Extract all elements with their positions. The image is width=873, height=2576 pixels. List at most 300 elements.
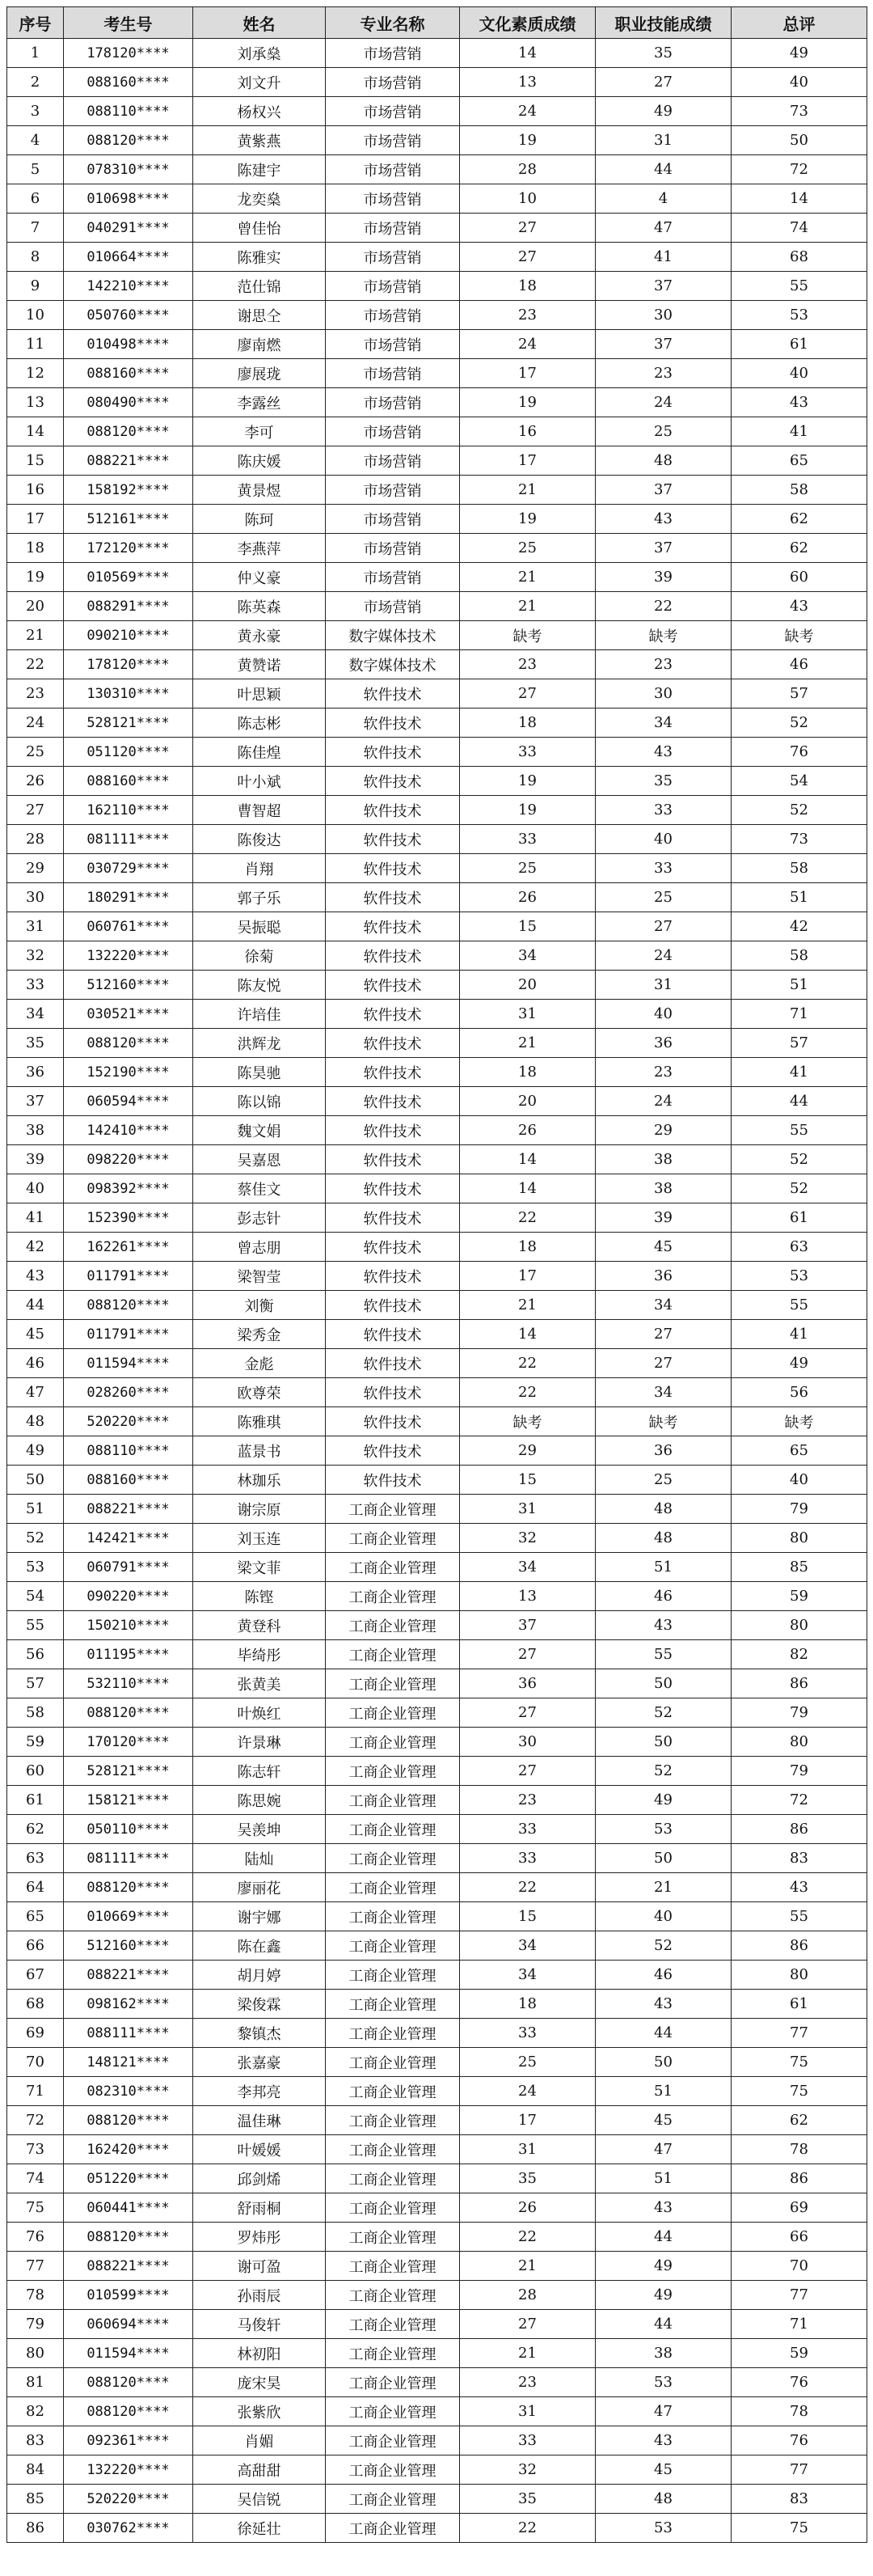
cell-exam-id: 088120**** [64, 126, 193, 155]
cell-skill-score: 49 [596, 1786, 732, 1815]
cell-skill-score: 43 [596, 2193, 732, 2223]
cell-total: 77 [732, 2455, 867, 2485]
cell-culture-score: 25 [460, 534, 596, 563]
cell-exam-id: 060441**** [64, 2193, 193, 2223]
cell-exam-id: 158121**** [64, 1786, 193, 1815]
cell-total: 77 [732, 2019, 867, 2048]
cell-total: 40 [732, 1466, 867, 1495]
cell-major: 工商企业管理 [326, 2164, 460, 2193]
cell-skill-score: 34 [596, 1291, 732, 1320]
cell-seq: 44 [7, 1291, 64, 1320]
cell-skill-score: 52 [596, 1698, 732, 1728]
header-row [7, 7, 867, 39]
table-row [7, 446, 867, 476]
cell-name: 李邦亮 [193, 2077, 326, 2106]
table-row [7, 854, 867, 883]
cell-seq: 19 [7, 563, 64, 592]
cell-major: 工商企业管理 [326, 2106, 460, 2135]
cell-culture-score: 35 [460, 2164, 596, 2193]
cell-skill-score: 36 [596, 1262, 732, 1291]
cell-exam-id: 512160**** [64, 1931, 193, 1961]
table-row [7, 1262, 867, 1291]
cell-skill-score: 43 [596, 738, 732, 767]
cell-culture-score: 33 [460, 1844, 596, 1873]
cell-name: 谢宇娜 [193, 1902, 326, 1931]
cell-skill-score: 43 [596, 1611, 732, 1640]
cell-name: 陈雅实 [193, 243, 326, 272]
cell-culture-score: 21 [460, 476, 596, 505]
table-row [7, 2485, 867, 2514]
cell-name: 陈雅琪 [193, 1407, 326, 1436]
cell-seq: 54 [7, 1582, 64, 1611]
table-row [7, 621, 867, 650]
cell-name: 肖媚 [193, 2426, 326, 2455]
table-row [7, 1291, 867, 1320]
cell-exam-id: 088221**** [64, 1495, 193, 1524]
cell-culture-score: 19 [460, 505, 596, 534]
cell-major: 市场营销 [326, 272, 460, 301]
table-row [7, 1378, 867, 1407]
cell-culture-score: 21 [460, 592, 596, 621]
cell-major: 市场营销 [326, 330, 460, 359]
cell-seq: 29 [7, 854, 64, 883]
cell-total: 86 [732, 2164, 867, 2193]
cell-seq: 14 [7, 417, 64, 446]
cell-total: 79 [732, 1698, 867, 1728]
cell-culture-score: 28 [460, 155, 596, 184]
cell-exam-id: 088160**** [64, 68, 193, 97]
cell-skill-score: 35 [596, 767, 732, 796]
cell-name: 陈志轩 [193, 1757, 326, 1786]
cell-skill-score: 47 [596, 214, 732, 243]
cell-skill-score: 4 [596, 184, 732, 214]
cell-culture-score: 32 [460, 1524, 596, 1553]
cell-name: 李露丝 [193, 388, 326, 417]
cell-name: 梁文菲 [193, 1553, 326, 1582]
cell-seq: 43 [7, 1262, 64, 1291]
cell-total: 63 [732, 1233, 867, 1262]
cell-culture-score: 28 [460, 2281, 596, 2310]
cell-culture-score: 缺考 [460, 1407, 596, 1436]
cell-culture-score: 18 [460, 1058, 596, 1087]
cell-exam-id: 088291**** [64, 592, 193, 621]
cell-name: 金彪 [193, 1349, 326, 1378]
cell-major: 工商企业管理 [326, 1844, 460, 1873]
cell-skill-score: 38 [596, 1174, 732, 1203]
cell-skill-score: 33 [596, 796, 732, 825]
cell-skill-score: 37 [596, 476, 732, 505]
cell-name: 黄赞诺 [193, 650, 326, 679]
cell-seq: 84 [7, 2455, 64, 2485]
table-row [7, 126, 867, 155]
cell-total: 缺考 [732, 621, 867, 650]
table-row [7, 2368, 867, 2397]
table-row [7, 2281, 867, 2310]
cell-major: 工商企业管理 [326, 1553, 460, 1582]
table-row [7, 1786, 867, 1815]
cell-name: 许培佳 [193, 1000, 326, 1029]
cell-skill-score: 40 [596, 1000, 732, 1029]
table-row [7, 1873, 867, 1902]
cell-total: 40 [732, 359, 867, 388]
cell-culture-score: 22 [460, 1378, 596, 1407]
cell-total: 53 [732, 1262, 867, 1291]
cell-exam-id: 142210**** [64, 272, 193, 301]
table-row [7, 476, 867, 505]
cell-exam-id: 011195**** [64, 1640, 193, 1669]
cell-exam-id: 030521**** [64, 1000, 193, 1029]
table-row [7, 1524, 867, 1553]
cell-exam-id: 098392**** [64, 1174, 193, 1203]
cell-major: 工商企业管理 [326, 2514, 460, 2543]
cell-culture-score: 14 [460, 1145, 596, 1174]
cell-culture-score: 19 [460, 796, 596, 825]
cell-total: 40 [732, 68, 867, 97]
cell-major: 工商企业管理 [326, 2019, 460, 2048]
cell-major: 工商企业管理 [326, 1582, 460, 1611]
cell-skill-score: 缺考 [596, 1407, 732, 1436]
table-row [7, 883, 867, 912]
cell-culture-score: 13 [460, 68, 596, 97]
cell-seq: 42 [7, 1233, 64, 1262]
table-row [7, 97, 867, 126]
cell-total: 55 [732, 1291, 867, 1320]
cell-major: 工商企业管理 [326, 1902, 460, 1931]
cell-culture-score: 32 [460, 2455, 596, 2485]
cell-total: 59 [732, 1582, 867, 1611]
cell-exam-id: 011791**** [64, 1320, 193, 1349]
cell-name: 徐菊 [193, 941, 326, 971]
cell-major: 工商企业管理 [326, 2368, 460, 2397]
cell-major: 工商企业管理 [326, 1611, 460, 1640]
cell-culture-score: 22 [460, 1203, 596, 1233]
table-row [7, 388, 867, 417]
cell-skill-score: 50 [596, 1669, 732, 1698]
cell-culture-score: 18 [460, 709, 596, 738]
cell-total: 82 [732, 1640, 867, 1669]
cell-exam-id: 088110**** [64, 1436, 193, 1466]
cell-skill-score: 39 [596, 1203, 732, 1233]
header-seq: 序号 [7, 7, 64, 39]
cell-name: 陈铿 [193, 1582, 326, 1611]
cell-total: 65 [732, 446, 867, 476]
cell-skill-score: 24 [596, 941, 732, 971]
table-row [7, 2223, 867, 2252]
cell-culture-score: 22 [460, 1873, 596, 1902]
cell-exam-id: 080490**** [64, 388, 193, 417]
cell-culture-score: 31 [460, 1000, 596, 1029]
cell-exam-id: 060594**** [64, 1087, 193, 1116]
cell-total: 49 [732, 39, 867, 68]
cell-culture-score: 27 [460, 1698, 596, 1728]
cell-major: 软件技术 [326, 1087, 460, 1116]
cell-name: 陈友悦 [193, 971, 326, 1000]
cell-exam-id: 090220**** [64, 1582, 193, 1611]
cell-skill-score: 50 [596, 2048, 732, 2077]
cell-total: 44 [732, 1087, 867, 1116]
cell-name: 刘文升 [193, 68, 326, 97]
cell-culture-score: 22 [460, 1349, 596, 1378]
cell-exam-id: 088120**** [64, 1029, 193, 1058]
cell-culture-score: 34 [460, 941, 596, 971]
cell-exam-id: 088120**** [64, 1698, 193, 1728]
cell-name: 李燕萍 [193, 534, 326, 563]
cell-exam-id: 162261**** [64, 1233, 193, 1262]
cell-name: 李可 [193, 417, 326, 446]
cell-exam-id: 051220**** [64, 2164, 193, 2193]
table-row [7, 1902, 867, 1931]
cell-name: 梁智莹 [193, 1262, 326, 1291]
cell-seq: 47 [7, 1378, 64, 1407]
cell-seq: 45 [7, 1320, 64, 1349]
cell-name: 杨权兴 [193, 97, 326, 126]
cell-major: 工商企业管理 [326, 2252, 460, 2281]
cell-exam-id: 098162**** [64, 1990, 193, 2019]
cell-seq: 78 [7, 2281, 64, 2310]
cell-name: 叶小斌 [193, 767, 326, 796]
cell-skill-score: 45 [596, 2455, 732, 2485]
cell-name: 谢宗原 [193, 1495, 326, 1524]
cell-total: 75 [732, 2048, 867, 2077]
score-table [6, 6, 867, 2543]
cell-exam-id: 520220**** [64, 1407, 193, 1436]
cell-exam-id: 088120**** [64, 1873, 193, 1902]
cell-major: 工商企业管理 [326, 1931, 460, 1961]
cell-total: 49 [732, 1349, 867, 1378]
cell-skill-score: 50 [596, 1728, 732, 1757]
table-row [7, 1582, 867, 1611]
cell-exam-id: 051120**** [64, 738, 193, 767]
cell-exam-id: 088160**** [64, 1466, 193, 1495]
cell-culture-score: 27 [460, 679, 596, 709]
cell-seq: 46 [7, 1349, 64, 1378]
table-row [7, 330, 867, 359]
table-row [7, 912, 867, 941]
table-row [7, 1728, 867, 1757]
cell-exam-id: 178120**** [64, 650, 193, 679]
cell-exam-id: 010569**** [64, 563, 193, 592]
cell-skill-score: 47 [596, 2397, 732, 2426]
cell-culture-score: 34 [460, 1961, 596, 1990]
cell-skill-score: 45 [596, 2106, 732, 2135]
cell-name: 龙奕燊 [193, 184, 326, 214]
cell-total: 55 [732, 1116, 867, 1145]
cell-major: 数字媒体技术 [326, 621, 460, 650]
cell-seq: 51 [7, 1495, 64, 1524]
cell-major: 市场营销 [326, 301, 460, 330]
cell-exam-id: 060791**** [64, 1553, 193, 1582]
cell-culture-score: 23 [460, 650, 596, 679]
cell-major: 市场营销 [326, 563, 460, 592]
table-row [7, 592, 867, 621]
cell-seq: 35 [7, 1029, 64, 1058]
cell-major: 软件技术 [326, 1116, 460, 1145]
cell-seq: 32 [7, 941, 64, 971]
table-row [7, 2193, 867, 2223]
cell-culture-score: 27 [460, 243, 596, 272]
cell-seq: 59 [7, 1728, 64, 1757]
cell-total: 58 [732, 941, 867, 971]
cell-culture-score: 33 [460, 825, 596, 854]
cell-total: 54 [732, 767, 867, 796]
cell-total: 57 [732, 679, 867, 709]
cell-exam-id: 040291**** [64, 214, 193, 243]
cell-seq: 75 [7, 2193, 64, 2223]
cell-total: 74 [732, 214, 867, 243]
cell-seq: 67 [7, 1961, 64, 1990]
cell-major: 软件技术 [326, 883, 460, 912]
cell-exam-id: 512160**** [64, 971, 193, 1000]
cell-name: 黎镇杰 [193, 2019, 326, 2048]
cell-culture-score: 22 [460, 2223, 596, 2252]
cell-seq: 16 [7, 476, 64, 505]
cell-major: 软件技术 [326, 1407, 460, 1436]
table-row [7, 767, 867, 796]
cell-culture-score: 17 [460, 1262, 596, 1291]
table-row [7, 301, 867, 330]
table-row [7, 1698, 867, 1728]
cell-seq: 86 [7, 2514, 64, 2543]
cell-skill-score: 55 [596, 1640, 732, 1669]
cell-name: 谢可盈 [193, 2252, 326, 2281]
cell-seq: 22 [7, 650, 64, 679]
cell-total: 61 [732, 1990, 867, 2019]
cell-major: 工商企业管理 [326, 2455, 460, 2485]
cell-total: 51 [732, 971, 867, 1000]
table-row [7, 1961, 867, 1990]
table-row [7, 155, 867, 184]
cell-culture-score: 34 [460, 1931, 596, 1961]
cell-culture-score: 15 [460, 1902, 596, 1931]
cell-major: 市场营销 [326, 534, 460, 563]
cell-major: 软件技术 [326, 1029, 460, 1058]
cell-name: 黄登科 [193, 1611, 326, 1640]
table-row [7, 1233, 867, 1262]
cell-skill-score: 25 [596, 883, 732, 912]
table-row [7, 2310, 867, 2339]
cell-seq: 40 [7, 1174, 64, 1203]
cell-major: 软件技术 [326, 1320, 460, 1349]
table-row [7, 272, 867, 301]
cell-name: 马俊轩 [193, 2310, 326, 2339]
table-row [7, 2514, 867, 2543]
cell-name: 陈英森 [193, 592, 326, 621]
cell-name: 刘玉连 [193, 1524, 326, 1553]
cell-major: 工商企业管理 [326, 2048, 460, 2077]
cell-skill-score: 39 [596, 563, 732, 592]
cell-seq: 6 [7, 184, 64, 214]
cell-exam-id: 532110**** [64, 1669, 193, 1698]
cell-major: 软件技术 [326, 1436, 460, 1466]
cell-total: 60 [732, 563, 867, 592]
cell-seq: 56 [7, 1640, 64, 1669]
cell-skill-score: 27 [596, 1320, 732, 1349]
cell-seq: 71 [7, 2077, 64, 2106]
cell-major: 工商企业管理 [326, 2135, 460, 2164]
cell-skill-score: 缺考 [596, 621, 732, 650]
cell-total: 58 [732, 476, 867, 505]
cell-skill-score: 27 [596, 912, 732, 941]
cell-skill-score: 34 [596, 1378, 732, 1407]
cell-seq: 18 [7, 534, 64, 563]
cell-total: 52 [732, 1145, 867, 1174]
cell-skill-score: 30 [596, 679, 732, 709]
cell-culture-score: 19 [460, 767, 596, 796]
cell-culture-score: 23 [460, 1786, 596, 1815]
cell-seq: 9 [7, 272, 64, 301]
cell-skill-score: 23 [596, 359, 732, 388]
cell-name: 吴羡坤 [193, 1815, 326, 1844]
cell-exam-id: 162110**** [64, 796, 193, 825]
cell-total: 43 [732, 388, 867, 417]
header-exam-id: 考生号 [64, 7, 193, 39]
cell-name: 刘承燊 [193, 39, 326, 68]
cell-skill-score: 53 [596, 2514, 732, 2543]
cell-seq: 3 [7, 97, 64, 126]
cell-seq: 36 [7, 1058, 64, 1087]
cell-seq: 74 [7, 2164, 64, 2193]
cell-seq: 64 [7, 1873, 64, 1902]
cell-culture-score: 14 [460, 39, 596, 68]
table-row [7, 2252, 867, 2281]
cell-seq: 17 [7, 505, 64, 534]
cell-seq: 85 [7, 2485, 64, 2514]
cell-name: 黄景煜 [193, 476, 326, 505]
cell-exam-id: 142410**** [64, 1116, 193, 1145]
cell-seq: 27 [7, 796, 64, 825]
table-row [7, 1029, 867, 1058]
table-row [7, 1320, 867, 1349]
cell-name: 谢思仝 [193, 301, 326, 330]
cell-culture-score: 14 [460, 1320, 596, 1349]
cell-exam-id: 030729**** [64, 854, 193, 883]
cell-name: 林珈乐 [193, 1466, 326, 1495]
cell-major: 工商企业管理 [326, 1873, 460, 1902]
table-row [7, 2339, 867, 2368]
cell-seq: 26 [7, 767, 64, 796]
cell-major: 工商企业管理 [326, 1524, 460, 1553]
cell-name: 洪辉龙 [193, 1029, 326, 1058]
cell-skill-score: 45 [596, 1233, 732, 1262]
cell-total: 72 [732, 1786, 867, 1815]
cell-major: 市场营销 [326, 155, 460, 184]
cell-exam-id: 132220**** [64, 2455, 193, 2485]
cell-exam-id: 010599**** [64, 2281, 193, 2310]
cell-exam-id: 088160**** [64, 359, 193, 388]
cell-total: 55 [732, 272, 867, 301]
cell-total: 71 [732, 2310, 867, 2339]
cell-name: 曾志朋 [193, 1233, 326, 1262]
table-row [7, 709, 867, 738]
cell-culture-score: 24 [460, 2077, 596, 2106]
cell-name: 张嘉豪 [193, 2048, 326, 2077]
cell-exam-id: 088160**** [64, 767, 193, 796]
cell-exam-id: 088120**** [64, 2223, 193, 2252]
cell-seq: 10 [7, 301, 64, 330]
cell-skill-score: 43 [596, 2426, 732, 2455]
table-row [7, 1553, 867, 1582]
cell-seq: 4 [7, 126, 64, 155]
cell-total: 65 [732, 1436, 867, 1466]
cell-skill-score: 43 [596, 1990, 732, 2019]
cell-name: 陈俊达 [193, 825, 326, 854]
table-row [7, 214, 867, 243]
cell-name: 张紫欣 [193, 2397, 326, 2426]
cell-major: 软件技术 [326, 825, 460, 854]
cell-name: 黄永豪 [193, 621, 326, 650]
cell-seq: 13 [7, 388, 64, 417]
cell-exam-id: 081111**** [64, 1844, 193, 1873]
